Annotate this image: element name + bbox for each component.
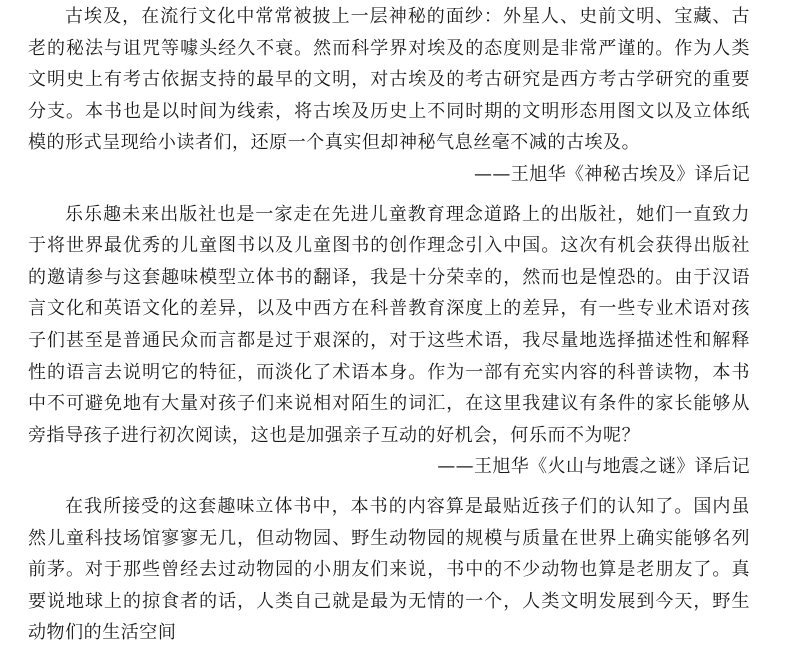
- attribution-volcano-earthquake: ——王旭华《火山与地震之谜》译后记: [437, 456, 750, 478]
- paragraph-predators: 在我所接受的这套趣味立体书中，本书的内容算是最贴近孩子们的认知了。国内虽然儿童科技场馆寥寥无几，但动物园、野生动物园的规模与质量在世界上确实能够名列前茅。对于那些曾经去过动物园的小朋友们来说，书中的不少动物也算是老朋友了。真要说地球上的掠食者的话，人类自己就是最为无情的一个，人类文明发展到今天，野生动物们的生活空间: [28, 495, 750, 644]
- paragraph-ancient-egypt: 古埃及，在流行文化中常常被披上一层神秘的面纱：外星人、史前文明、宝藏、古老的秘法与诅咒等噱头经久不衰。然而科学界对埃及的态度则是非常严谨的。作为人类文明史上有考古依据支持的最早的文明，对古埃及的考古研究是西方考古学研究的重要分支。本书也是以时间为线索，将古埃及历史上不同时期的文明形态用图文以及立体纸模的形式呈现给小读者们，还原一个真实但却神秘气息丝毫不减的古埃及。: [28, 6, 750, 154]
- document-page: [28, 0, 750, 649]
- section-gap: [28, 483, 750, 491]
- section-gap: [28, 191, 750, 199]
- paragraph-volcano-earthquake: 乐乐趣未来出版社也是一家走在先进儿童教育理念道路上的出版社，她们一直致力于将世界最优秀的儿童图书以及儿童图书的创作理念引入中国。这次有机会获得出版社的邀请参与这套趣味模型立体书的翻译，我是十分荣幸的，然而也是惶恐的。由于汉语言文化和英语文化的差异，以及中西方在科普教育深度上的差异，有一些专业术语对孩子们甚至是普通民众而言都是过于艰深的，对于这些术语，我尽量地选择描述性和解释性的语言去说明它的特征，而淡化了术语本身。作为一部有充实内容的科普读物，本书中不可避免地有大量对孩子们来说相对陌生的词汇，在这里我建议有条件的家长能够从旁指导孩子进行初次阅读，这也是加强亲子互动的好机会，何乐而不为呢？: [28, 203, 750, 446]
- attribution-ancient-egypt: ——王旭华《神秘古埃及》译后记: [474, 163, 750, 185]
